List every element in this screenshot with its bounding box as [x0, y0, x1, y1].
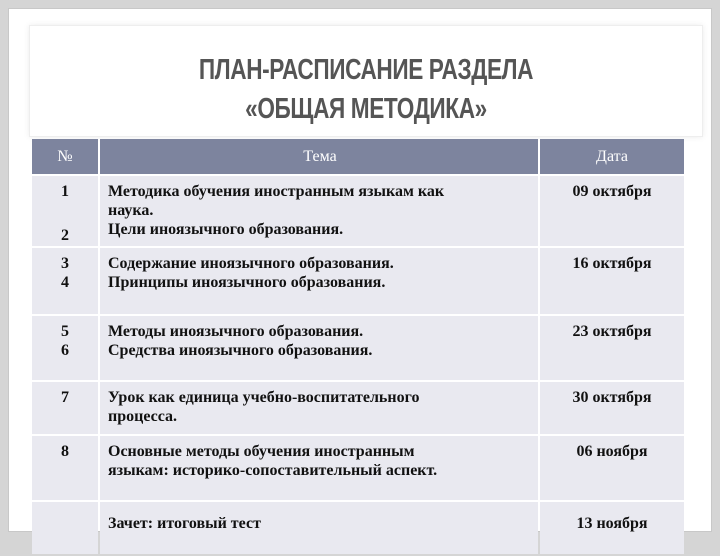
table-row — [32, 436, 684, 500]
table-header-row — [32, 139, 684, 174]
header-date: Дата — [540, 139, 684, 174]
row-number: 1 — [61, 183, 69, 200]
row-topic-cell — [100, 382, 538, 434]
row-topic-line: Средства иноязычного образования. — [108, 342, 373, 359]
row-number: 8 — [61, 443, 69, 460]
row-topic-cell — [100, 436, 538, 500]
page-title-line-1: ПЛАН-РАСПИСАНИЕ РАЗДЕЛА — [198, 54, 534, 86]
row-topic-line: Содержание иноязычного образования. — [108, 255, 394, 272]
row-topic-line: Методы иноязычного образования. — [108, 323, 364, 340]
row-number-cell — [32, 502, 98, 554]
row-topic-line: наука. — [108, 202, 154, 219]
row-number: 7 — [61, 389, 69, 406]
row-number: 3 — [61, 255, 69, 272]
row-date: 16 октября — [540, 248, 684, 314]
table-row — [32, 382, 684, 434]
page-title-line-2: «ОБЩАЯ МЕТОДИКА» — [245, 93, 487, 125]
row-topic-line: Принципы иноязычного образования. — [108, 274, 386, 291]
table-row — [32, 502, 684, 554]
row-number: 4 — [61, 274, 69, 291]
row-topic-line: процесса. — [108, 408, 178, 425]
row-topic-line: Зачет: итоговый тест — [108, 515, 261, 532]
row-topic-line: Методика обучения иностранным языкам как — [108, 183, 445, 200]
row-number-cell — [32, 382, 98, 434]
row-number: 6 — [61, 342, 69, 359]
schedule-table — [30, 137, 686, 556]
row-date: 06 ноября — [540, 436, 684, 500]
row-number: 2 — [61, 227, 69, 244]
row-topic-line: Цели иноязычного образования. — [108, 221, 344, 238]
row-date: 13 ноября — [540, 502, 684, 554]
row-topic-line: языкам: историко-сопоставительный аспект. — [108, 462, 438, 479]
row-topic-line: Урок как единица учебно-воспитательного — [108, 389, 420, 406]
table-row — [32, 248, 684, 314]
row-number: 5 — [61, 323, 69, 340]
row-topic-cell — [100, 248, 538, 314]
row-topic-line: Основные методы обучения иностранным — [108, 443, 415, 460]
row-topic-cell — [100, 176, 538, 246]
header-num: № — [32, 139, 98, 174]
row-topic-cell — [100, 316, 538, 380]
table-row — [32, 176, 684, 246]
row-date: 09 октября — [540, 176, 684, 246]
title-box — [29, 25, 703, 137]
row-number-cell — [32, 176, 98, 246]
row-date: 23 октября — [540, 316, 684, 380]
row-date: 30 октября — [540, 382, 684, 434]
table-row — [32, 316, 684, 380]
row-number-cell — [32, 436, 98, 500]
row-number-cell — [32, 248, 98, 314]
header-topic: Тема — [100, 139, 538, 174]
row-number-cell — [32, 316, 98, 380]
row-topic-cell — [100, 502, 538, 554]
